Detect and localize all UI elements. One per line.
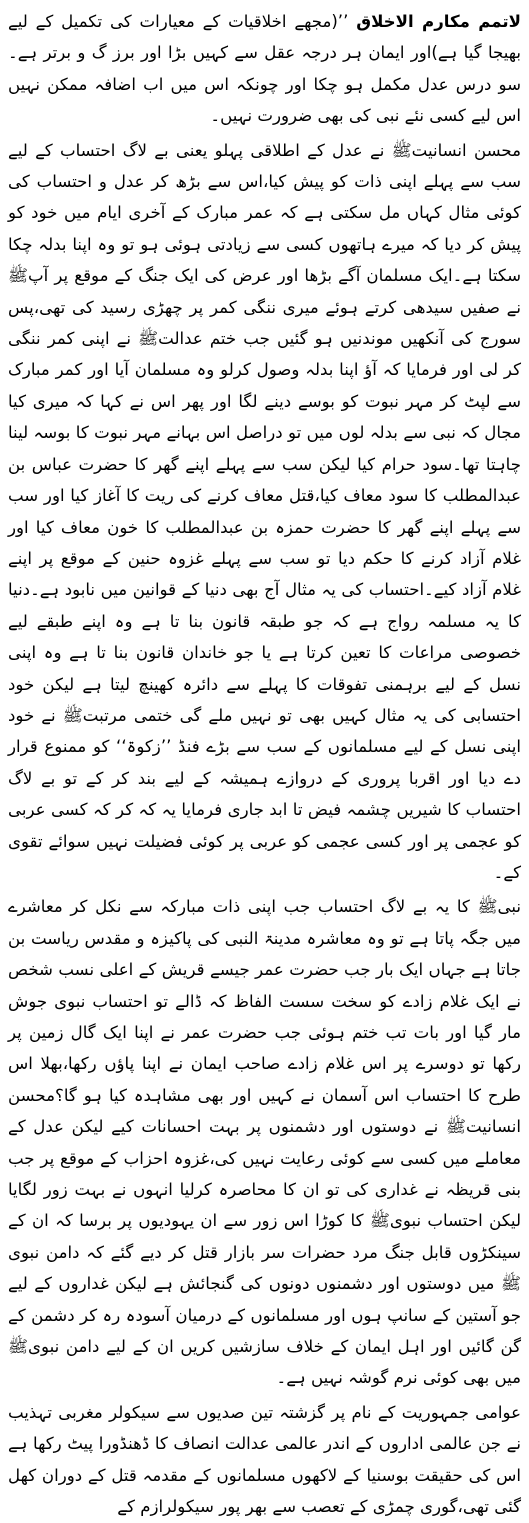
paragraph-accountability: محسن انسانیتﷺ نے عدل کے اطلاقی پہلو یعنی بے لاگ احتساب کے لیے سب سے پہلے اپنی ذات کو پیش کیا،اس سے بڑھ کر عدل و احتساب کی کوئی مثال کہاں مل سکتی ہے کہ عمر مبارک کے آخری ایام میں خود کو پیش کر دیا کہ میرے ہاتھوں کسی سے زیادتی ہوئی ہو تو وہ اپنا بدلہ چکا سکتا ہے۔ایک مسلمان آگے بڑھا اور عرض کی ایک جنگ کے موقع پر آپﷺ نے صفیں سیدھی کرتے ہوئے میری ننگی کمر پر چھڑی رسید کی تھی،پس سورج کی آنکھیں موندنیں ہو گئیں جب ختم عدالتﷺ نے اپنی کمر ننگی کر لی اور فرمایا کہ آؤ اپنا بدلہ وصول کرلو وہ مسلمان آیا اور کمر مبارک سے لپٹ کر مہر نبوت کو بوسے دینے لگا اور پھر اس نے کہا کہ میری کیا مجال کہ نبی سے بدلہ لوں میں تو دراصل اس بہانے مہر نبوت کا بوسہ لینا چاہتا تھا۔سود حرام کیا لیکن سب سے پہلے اپنے گھر کا حضرت عباس بن عبدالمطلب کا سود معاف کیا،قتل معاف کرنے کی ریت کا آغاز کیا اور سب سے پہلے اپنے گھر کا حضرت حمزہ بن عبدالمطلب کا خون معاف کیا اور غلام آزاد کرنے کا حکم دیا تو سب سے پہلے غزوہ حنین کے موقع پر اپنے غلام آزاد کیے۔احتساب کی یہ مثال آج بھی دنیا کے قوانین میں نابود ہے۔دنیا کا یہ مسلمہ رواج ہے کہ جو طبقہ قانون بنا تا ہے وہ اپنے طبقے لیے خصوصی مراعات کا تعین کرتا ہے یا جو خاندان قانون بنا تا ہے وہ اپنی نسل کے لیے برہمنی تفوقات کا پہلے سے دائرہ کھینچ لیتا ہے لیکن خود احتسابی کی یہ مثال کہیں بھی تو نہیں ملے گی ختمی مرتبتﷺ نے خود اپنی نسل کے لیے مسلمانوں کے سب سے بڑے فنڈ ’’زکوۃ‘‘ کو ممنوع قرار دے دیا اور اقربا پروری کے دروازے ہمیشہ کے لیے بند کر کے تو بے لاگ احتساب کا شیریں چشمہ فیض تا ابد جاری فرمایا یہ کہ کر کہ کسی عربی کو عجمی پر اور کسی عجمی کو عربی پر کوئی فضیلت نہیں سوائے تقوی کے۔ [8, 140, 521, 882]
article-heading: لاتمم مکارم الاخلاق [356, 12, 522, 31]
paragraph-democracy: عوامی جمہوریت کے نام پر گزشتہ تین صدیوں سے سیکولر مغربی تہذیب نے جن عالمی اداروں کے اندر عالمی عدالت انصاف کا ڈھنڈورا پیٹ رکھا ہے اس کی حقیقت بوسنیا کے لاکھوں مسلمانوں کے مقدمہ قتل کے دوران کھل گئی تھی،گوری چمڑی کے تعصب سے بھر پور سیکولرازم کے [8, 1402, 521, 1517]
paragraph-society: نبیﷺ کا یہ بے لاگ احتساب جب اپنی ذات مبارکہ سے نکل کر معاشرے میں جگہ پاتا ہے تو وہ معاشرہ مدینۃ النبی کی پاکیزہ و مقدس ریاست بن جاتا ہے جہاں ایک بار جب حضرت عمر جیسے قریش کے اعلی نسب شخص نے ایک غلام زادے کو سخت سست الفاظ کہ ڈالے تو احتساب نبوی جوش مار گیا اور بات تب ختم ہوئی جب حضرت عمر نے اپنا ایک گال زمین پر رکھا تو دوسرے پر اس غلام زادے صاحب ایمان نے اپنا پاؤں رکھا،بھلا اس طرح کا احتساب اس آسمان نے کہیں اور بھی مشاہدہ کیا ہو گا؟محسن انسانیتﷺ نے دوستوں اور دشمنوں پر بہت احسانات کیے لیکن عدل کے معاملے میں کسی سے کوئی رعایت نہیں کی،غزوہ احزاب کے موقع پر جب بنی قریظہ نے غداری کی تو ان کا محاصرہ کرلیا انہوں نے بہت زور لگایا لیکن احتساب نبویﷺ کا کوڑا اس زور سے ان یہودیوں پر برسا کہ ان کے سینکڑوں قابل جنگ مرد حضرات سر بازار قتل کر دیے گئے کہ دامن نبوی ﷺ میں دوستوں اور دشمنوں دونوں کی گنجائش ہے لیکن غداروں کے لیے جو آستین کے سانپ ہوں اور مسلمانوں کے درمیان آسودہ رہ کر دشمن کے گن گائیں اور اہل ایمان کے خلاف سازشیں کریں ان کے لیے دامن نبویﷺ میں بھی کوئی نرم گوشہ نہیں ہے۔ [8, 897, 521, 1388]
intro-text: ’’(مجھے اخلاقیات کے معیارات کی تکمیل کے لیے بھیجا گیا ہے)اور ایمان ہر درجہ عقل سے کہیں بڑا اور برز گ و برتر ہے۔سو درس عدل مکمل ہو چکا اور چونکہ اس میں اب اضافہ ممکن نہیں اس لیے کسی نئے نبی کی بھی ضرورت نہیں۔ [8, 12, 521, 126]
intro-paragraph [8, 6, 521, 132]
